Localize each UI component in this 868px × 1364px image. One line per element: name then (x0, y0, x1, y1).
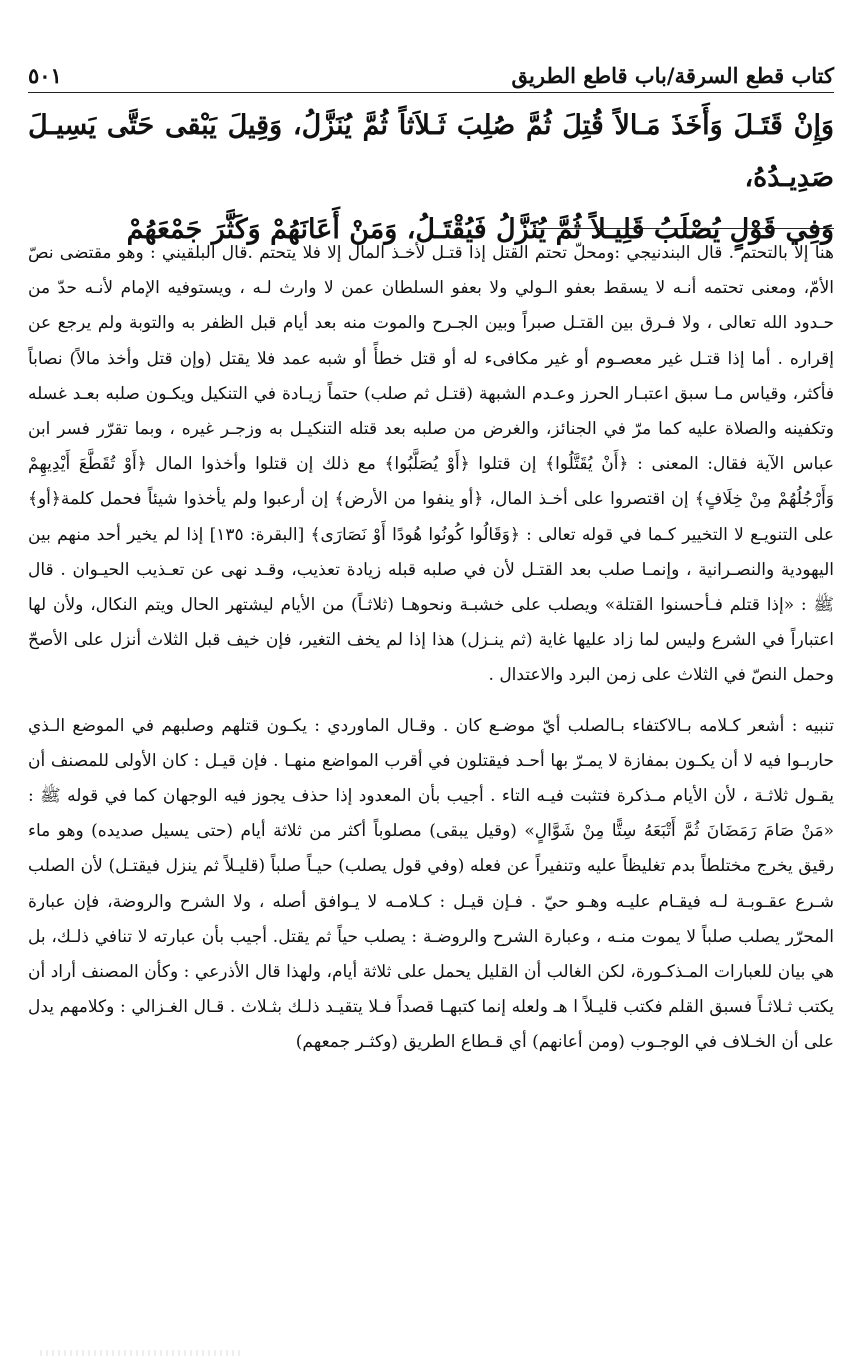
scan-noise (40, 1350, 240, 1356)
main-text (28, 100, 834, 256)
page-header (28, 52, 834, 93)
main-text-line: وَإِنْ قَتَـلَ وَأَخَذَ مَـالاً قُتِلَ ثُمَّ صُلِبَ ثَـلاَثاً ثُمَّ يُنَزَّلُ، وَقِيلَ يَبْقى حَتَّى يَسِيـلَ صَدِيـدُهُ، (28, 110, 834, 193)
footnote-separator (534, 228, 834, 229)
commentary-paragraph: هنا إلا بالتحتم . قال البندنيجي :ومحلّ تحتم القتل إذا قتـل لأخـذ المال إلا فلا يتحتم .قال البلقيني : وهو مقتضى نصّ الأمّ، ومعنى تحتمه أنـه لا يسقط بعفو الـولي ولا بعفو السلطان عمن لا وارث لـه ، ويستوفيه الإمام لأنـه حدّ من حـدود الله تعالى ، ولا فـرق بين القتـل صبراً وبين الجـرح والموت منه بعد أيام قبل الظفر به والتوبة ولم يرجع عن إقراره . أما إذا قتـل غير معصـوم أو غير مكافىء له أو قتل خطأً أو شبه عمد فلا يقتل (وإن قتل وأخذ مالاً) نصاباً فأكثر، وقياس مـا سبق اعتبـار الحرز وعـدم الشبهة (قتـل ثم صلب) حتماً زيـادة في التنكيل ويكـون صلبه بعـد غسله وتكفينه والصلاة عليه كما مرّ في الجنائز، والغرض من صلبه بعد قتله التنكيـل به وزجـر غيره ، وبما تقرّر فسر ابن عباس الآية فقال: المعنى : ﴿أَنْ يُقَتَّلُوا﴾ إن قتلوا ﴿أَوْ يُصَلَّبُوا﴾ مع ذلك إن قتلوا وأخذوا المال ﴿أَوْ تُقَطَّعَ أَيْدِيهِمْ وَأَرْجُلُهُمْ مِنْ خِلَافٍ﴾ إن اقتصروا على أخـذ المال، ﴿أو ينفوا من الأرض﴾ إن أرعبوا ولم يأخذوا شيئاً فحمل كلمة﴿أو﴾على التنويـع لا التخيير كـما في قوله تعالى : ﴿وَقَالُوا كُونُوا هُودًا أَوْ نَصَارَى﴾ [البقرة: ١٣٥] إذا لم يخير أحد منهم بين اليهودية والنصـرانية ، وإنمـا صلب بعد القتـل لأن في صلبه قبله زيادة تعذيب، وقـد نهى عن تعـذيب الحيـوان . قال ﷺ : «إذا قتلم فـأحسنوا القتلة» ويصلب على خشبـة ونحوهـا (ثلاثـاً) من الأيام ليشتهر الحال ويتم النكال، ولأن لها اعتباراً في الشرع وليس لما زاد عليها غاية (ثم ينـزل) هذا إذا لم يخف التغير، فإن خيف قبل الثلاث أنزل على الأصحّ وحمل النصّ في الثلاث على زمن البرد والاعتدال . (28, 243, 835, 686)
commentary-paragraph: تنبيه : أشعر كـلامه بـالاكتفاء بـالصلب أيّ موضـع كان . وقـال الماوردي : يكـون قتلهم وصلبهم في الموضع الـذي حاربـوا فيه لا أن يكـون بمفازة لا يمـرّ بها أحـد فيقتلون في أقرب المواضع منهـا . فإن قيـل : كان الأولى للمصنف أن يقـول ثلاثـة ، لأن الأيام مـذكرة فتثبت فيـه التاء . أجيب بأن المعدود إذا حذف يجوز فيه الوجهان كما في قوله ﷺ : «مَنْ صَامَ رَمَضَانَ ثُمَّ أَتْبَعَهُ سِتًّا مِنْ شَوَّالٍ» (وقيل يبقى) مصلوباً أكثر من ثلاثة أيام (حتى يسيل صديده) وهو ماء رقيق يخرج مختلطاً بدم تغليظاً عليه وتنفيراً عن فعله (وفي قول يصلب) حيـاً صلباً (قليـلاً ثم ينزل فيقتـل) لأن الصلب شـرع عقـوبـة لـه فيقـام عليـه وهـو حيّ . فـإن قيـل : كـلامـه لا يـوافق أصله ، ولا الشرح والروضة، فإن عبارة المحرّر يصلب صلباً لا يموت منـه ، وعبارة الشرح والروضـة : يصلب حياً ثم يقتل. أجيب بأن عبارته لا تنافي ذلـك، بل هي بيان للعبارات المـذكـورة، لكن الغالب أن القليل يحمل على ثلاثة أيام، ولهذا قال الأذرعي : وكأن المصنف أراد أن يكتب ثـلاثـاً فسبق القلم فكتب قليـلاً ا هـ ولعله إنما كتبهـا قصداً فـلا يتقيـد ذلـك بثـلاث . قـال الغـزالي : وكلامهم يدل على أن الخـلاف في الوجـوب (ومن أعانهم) أي قـطاع الطريق (وكثـر جمعهم) (28, 715, 834, 1053)
page-number: ٥٠١ (28, 63, 62, 88)
commentary (28, 236, 834, 1061)
running-title: كتاب قطع السرقة/باب قاطع الطريق (511, 63, 834, 88)
main-text-line: وَفِي قَوْلٍ يُصْلَبُ قَلِيـلاً ثُمَّ يُنَزَّلُ فَيُقْتَـلُ، وَمَنْ أَعَانَهُمْ وَكَثَّرَ جَمْعَهُمْ (126, 214, 834, 245)
